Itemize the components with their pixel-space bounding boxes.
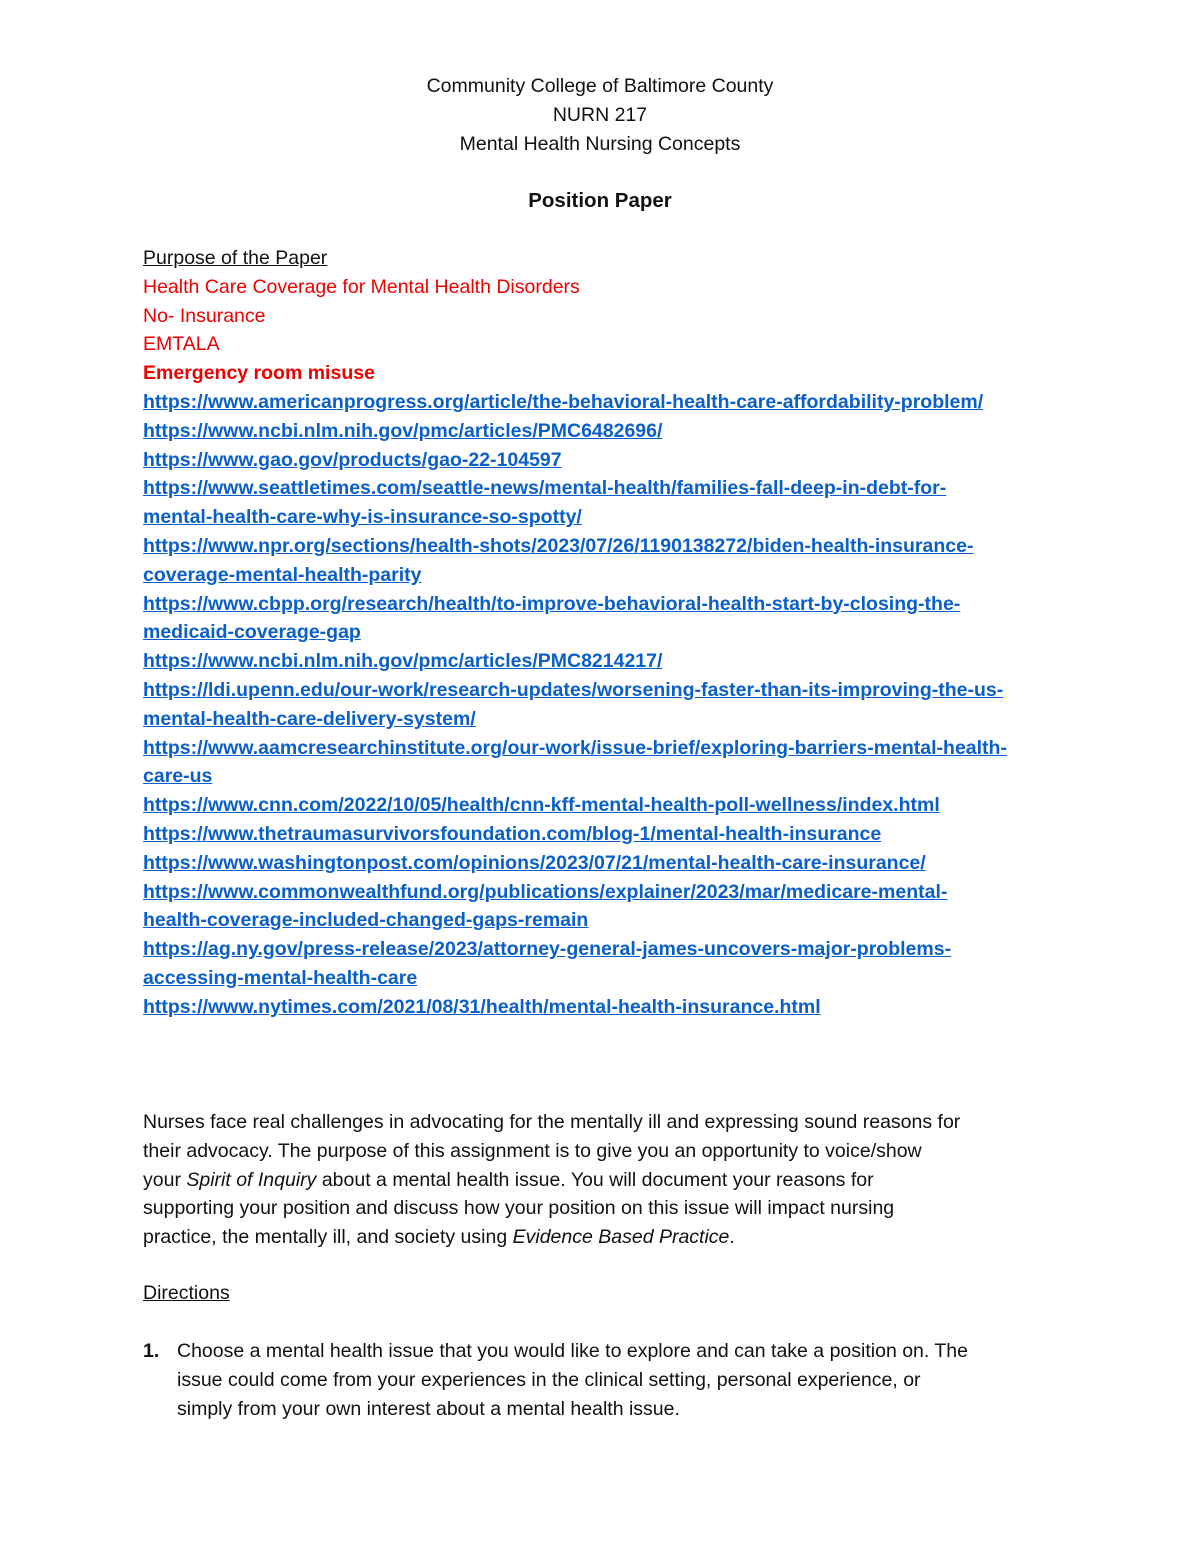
reference-link[interactable]: https://www.ncbi.nlm.nih.gov/pmc/articles/PMC8214217/ <box>143 650 663 673</box>
list-number: 1. <box>143 1340 160 1362</box>
reference-link[interactable]: https://www.washingtonpost.com/opinions/2023/07/21/mental-health-care-insurance/ <box>143 851 926 874</box>
topic-er-misuse: Emergency room misuse <box>143 362 375 385</box>
spirit-of-inquiry-term: Spirit of Inquiry <box>186 1168 317 1191</box>
directions-list-item <box>143 1337 1073 1423</box>
course-code: NURN 217 <box>552 104 648 126</box>
reference-links <box>143 388 1063 1022</box>
reference-link-continued[interactable]: coverage-mental-health-parity <box>143 563 422 586</box>
reference-link-continued[interactable]: health-coverage-included-changed-gaps-remain <box>143 909 589 932</box>
reference-link[interactable]: https://www.nytimes.com/2021/08/31/health/mental-health-insurance.html <box>143 995 821 1018</box>
reference-link[interactable]: https://www.aamcresearchinstitute.org/our-work/issue-brief/exploring-barriers-mental-health- <box>143 736 1007 759</box>
reference-link[interactable]: https://www.gao.gov/products/gao-22-104597 <box>143 448 562 471</box>
document-header <box>0 72 1200 159</box>
list-item-line: Choose a mental health issue that you would like to explore and can take a position on. The <box>177 1340 968 1362</box>
paragraph-line <box>143 1166 1063 1195</box>
purpose-heading: Purpose of the Paper <box>143 247 328 269</box>
reference-link[interactable]: https://ag.ny.gov/press-release/2023/attorney-general-james-uncovers-major-problems- <box>143 938 952 961</box>
reference-link[interactable]: https://www.seattletimes.com/seattle-news/mental-health/families-fall-deep-in-debt-for- <box>143 477 947 500</box>
paragraph-text: . <box>729 1226 735 1249</box>
directions-heading: Directions <box>143 1282 230 1304</box>
topic-emtala: EMTALA <box>143 333 220 356</box>
reference-link[interactable]: https://www.cbpp.org/research/health/to-improve-behavioral-health-start-by-closing-the- <box>143 592 961 615</box>
reference-link[interactable]: https://www.americanprogress.org/article/the-behavioral-health-care-affordability-problem/ <box>143 390 984 413</box>
purpose-section <box>143 244 1063 1022</box>
list-item-line: simply from your own interest about a mental health issue. <box>177 1397 680 1420</box>
document-title: Position Paper <box>528 189 672 212</box>
topic-no-insurance: No- Insurance <box>143 304 266 327</box>
institution-name: Community College of Baltimore County <box>426 75 774 97</box>
reference-link-continued[interactable]: mental-health-care-delivery-system/ <box>143 707 476 730</box>
reference-link-continued[interactable]: mental-health-care-why-is-insurance-so-spotty/ <box>143 506 582 529</box>
reference-link[interactable]: https://ldi.upenn.edu/our-work/research-updates/worsening-faster-than-its-improving-the-us- <box>143 678 1004 701</box>
paragraph-line: supporting your position and discuss how your position on this issue will impact nursing <box>143 1197 895 1220</box>
intro-paragraph <box>143 1108 1063 1252</box>
paragraph-text: your <box>143 1168 187 1191</box>
reference-link-continued[interactable]: medicaid-coverage-gap <box>143 621 361 644</box>
paragraph-line: their advocacy. The purpose of this assignment is to give you an opportunity to voice/show <box>143 1139 922 1162</box>
reference-link[interactable]: https://www.cnn.com/2022/10/05/health/cnn-kff-mental-health-poll-wellness/index.html <box>143 794 940 817</box>
paragraph-text: about a mental health issue. You will document your reasons for <box>316 1168 874 1191</box>
directions-list <box>143 1337 1073 1423</box>
evidence-based-practice-term: Evidence Based Practice <box>512 1226 730 1249</box>
paragraph-text: practice, the mentally ill, and society using <box>143 1226 513 1249</box>
reference-link[interactable]: https://www.npr.org/sections/health-shots/2023/07/26/1190138272/biden-health-insurance- <box>143 534 974 557</box>
paragraph-line: Nurses face real challenges in advocating for the mentally ill and expressing sound reasons for <box>143 1111 961 1133</box>
reference-link[interactable]: https://www.ncbi.nlm.nih.gov/pmc/articles/PMC6482696/ <box>143 419 663 442</box>
course-name: Mental Health Nursing Concepts <box>459 133 741 155</box>
reference-link-continued[interactable]: care-us <box>143 765 213 788</box>
topic-coverage: Health Care Coverage for Mental Health Disorders <box>143 275 580 298</box>
list-item-text <box>177 1337 1073 1423</box>
reference-link[interactable]: https://www.commonwealthfund.org/publications/explainer/2023/mar/medicare-mental- <box>143 880 948 903</box>
paragraph-line <box>143 1223 1063 1252</box>
reference-link[interactable]: https://www.thetraumasurvivorsfoundation.com/blog-1/mental-health-insurance <box>143 822 882 845</box>
reference-link-continued[interactable]: accessing-mental-health-care <box>143 966 418 989</box>
list-item-line: issue could come from your experiences in the clinical setting, personal experience, or <box>177 1368 921 1391</box>
